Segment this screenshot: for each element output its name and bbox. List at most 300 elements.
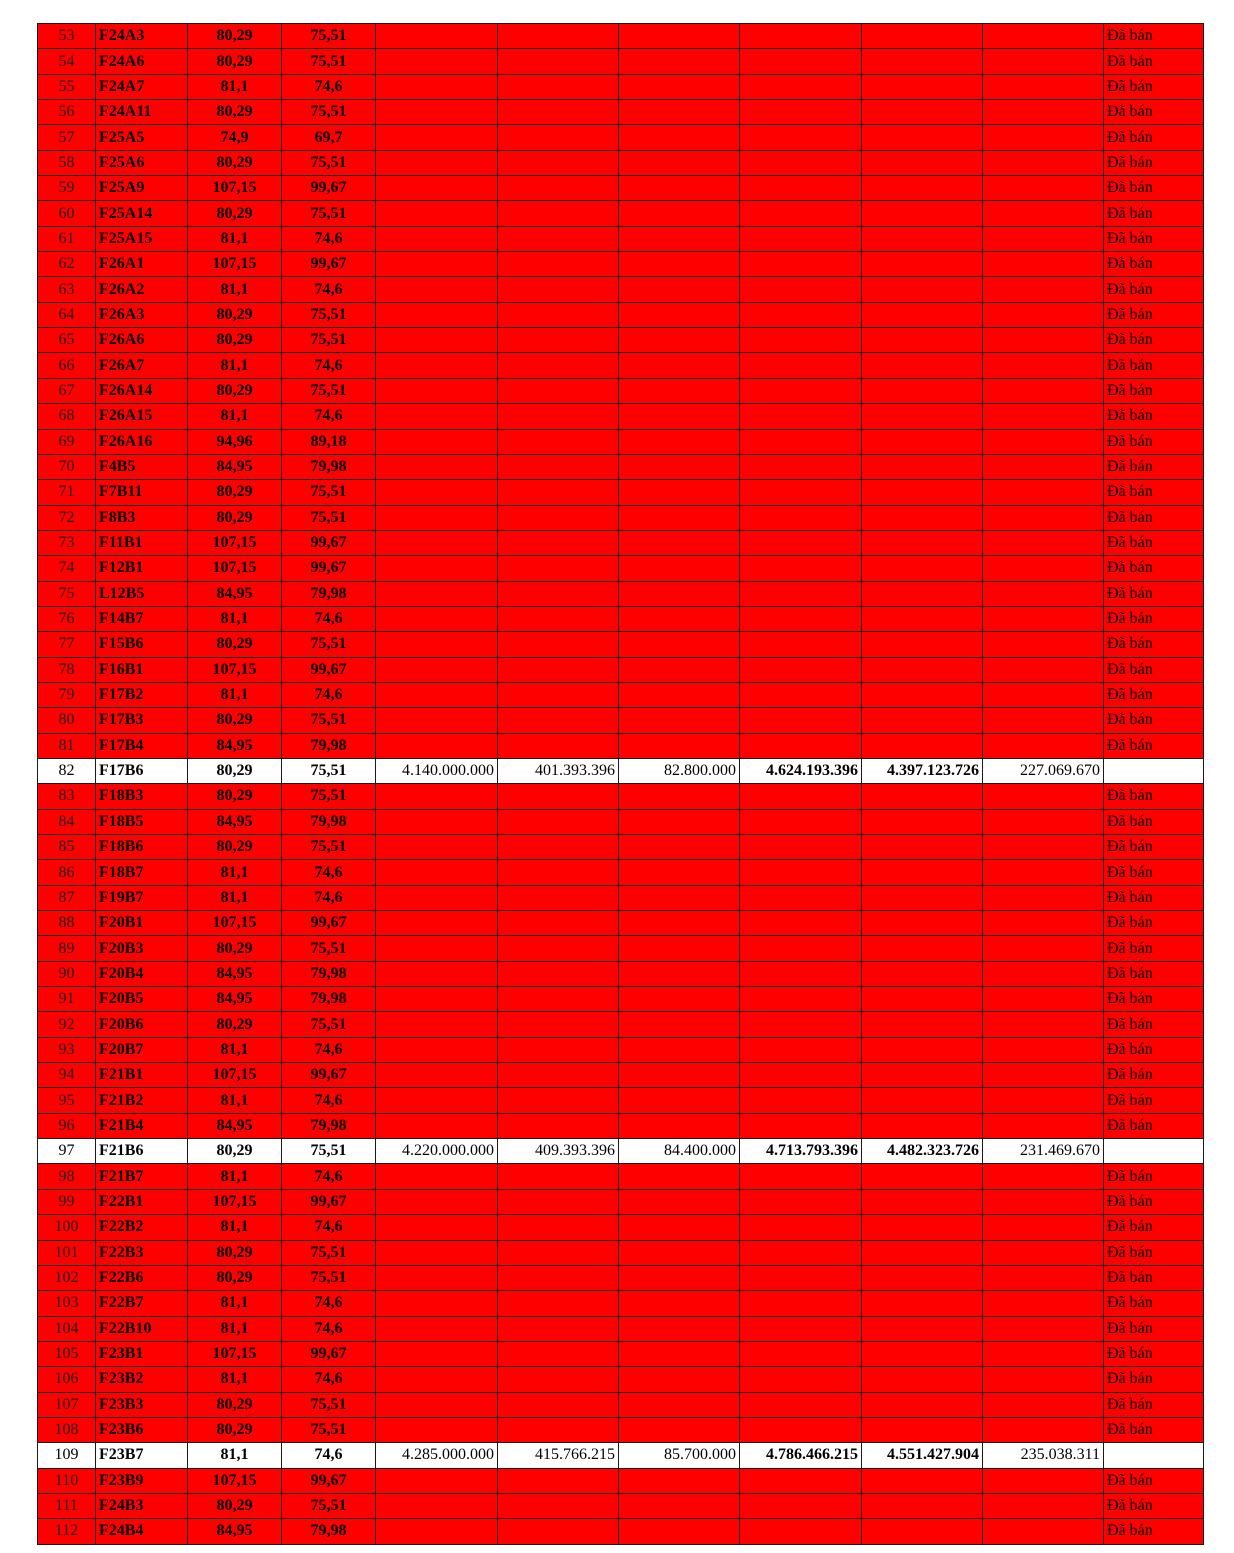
money-4-cell bbox=[740, 49, 862, 74]
money-6-cell bbox=[983, 125, 1104, 150]
money-4-cell bbox=[740, 911, 862, 936]
row-number-cell: 69 bbox=[38, 429, 96, 454]
area-1-cell: 80,29 bbox=[188, 302, 282, 327]
money-6-cell bbox=[983, 1164, 1104, 1189]
row-number-cell: 66 bbox=[38, 353, 96, 378]
money-5-cell bbox=[862, 961, 983, 986]
table-row bbox=[38, 1139, 1204, 1164]
money-1-cell bbox=[376, 480, 498, 505]
money-5-cell bbox=[862, 632, 983, 657]
table-row bbox=[38, 353, 1204, 378]
money-3-cell bbox=[619, 911, 740, 936]
row-number-cell: 60 bbox=[38, 201, 96, 226]
money-3-cell bbox=[619, 1367, 740, 1392]
money-2-cell bbox=[498, 480, 619, 505]
money-2-cell bbox=[498, 1265, 619, 1290]
row-number-cell: 73 bbox=[38, 530, 96, 555]
money-3-cell bbox=[619, 1215, 740, 1240]
money-3-cell bbox=[619, 74, 740, 99]
status-cell: Đã bán bbox=[1104, 556, 1204, 581]
money-4-cell bbox=[740, 1164, 862, 1189]
money-3-cell bbox=[619, 1063, 740, 1088]
row-number-cell: 84 bbox=[38, 809, 96, 834]
money-6-cell: 227.069.670 bbox=[983, 758, 1104, 783]
money-1-cell bbox=[376, 378, 498, 403]
row-number-cell: 103 bbox=[38, 1291, 96, 1316]
money-1-cell bbox=[376, 1468, 498, 1493]
area-2-cell: 74,6 bbox=[282, 682, 376, 707]
money-6-cell bbox=[983, 454, 1104, 479]
row-number-cell: 54 bbox=[38, 49, 96, 74]
area-1-cell: 81,1 bbox=[188, 860, 282, 885]
money-6-cell bbox=[983, 176, 1104, 201]
row-number-cell: 93 bbox=[38, 1037, 96, 1062]
table-row bbox=[38, 480, 1204, 505]
money-2-cell bbox=[498, 150, 619, 175]
money-1-cell bbox=[376, 936, 498, 961]
status-cell: Đã bán bbox=[1104, 176, 1204, 201]
area-1-cell: 80,29 bbox=[188, 632, 282, 657]
apartment-code-cell: F18B6 bbox=[96, 835, 188, 860]
money-6-cell bbox=[983, 556, 1104, 581]
money-1-cell bbox=[376, 606, 498, 631]
money-2-cell bbox=[498, 911, 619, 936]
table-row bbox=[38, 378, 1204, 403]
table-row bbox=[38, 1341, 1204, 1366]
money-4-cell bbox=[740, 125, 862, 150]
money-2-cell bbox=[498, 1493, 619, 1518]
money-2-cell bbox=[498, 1063, 619, 1088]
money-4-cell bbox=[740, 1063, 862, 1088]
money-2-cell bbox=[498, 733, 619, 758]
money-2-cell bbox=[498, 1392, 619, 1417]
money-6-cell bbox=[983, 201, 1104, 226]
money-6-cell bbox=[983, 936, 1104, 961]
area-2-cell: 75,51 bbox=[282, 100, 376, 125]
row-number-cell: 92 bbox=[38, 1012, 96, 1037]
apartment-code-cell: F20B7 bbox=[96, 1037, 188, 1062]
money-3-cell bbox=[619, 1468, 740, 1493]
money-5-cell bbox=[862, 252, 983, 277]
area-1-cell: 81,1 bbox=[188, 226, 282, 251]
money-2-cell bbox=[498, 1113, 619, 1138]
money-3-cell bbox=[619, 226, 740, 251]
row-number-cell: 86 bbox=[38, 860, 96, 885]
apartment-code-cell: F22B1 bbox=[96, 1189, 188, 1214]
status-cell: Đã bán bbox=[1104, 1240, 1204, 1265]
table-row bbox=[38, 328, 1204, 353]
table-row bbox=[38, 987, 1204, 1012]
area-2-cell: 75,51 bbox=[282, 1265, 376, 1290]
money-2-cell bbox=[498, 454, 619, 479]
area-2-cell: 74,6 bbox=[282, 1164, 376, 1189]
area-2-cell: 74,6 bbox=[282, 1088, 376, 1113]
money-5-cell bbox=[862, 1341, 983, 1366]
money-6-cell bbox=[983, 835, 1104, 860]
apartment-code-cell: F14B7 bbox=[96, 606, 188, 631]
table-row bbox=[38, 1468, 1204, 1493]
area-2-cell: 74,6 bbox=[282, 1037, 376, 1062]
row-number-cell: 82 bbox=[38, 758, 96, 783]
money-6-cell bbox=[983, 911, 1104, 936]
money-4-cell bbox=[740, 1417, 862, 1442]
money-5-cell bbox=[862, 860, 983, 885]
area-2-cell: 75,51 bbox=[282, 49, 376, 74]
area-1-cell: 84,95 bbox=[188, 581, 282, 606]
row-number-cell: 71 bbox=[38, 480, 96, 505]
apartment-code-cell: F26A3 bbox=[96, 302, 188, 327]
status-cell: Đã bán bbox=[1104, 480, 1204, 505]
money-2-cell bbox=[498, 353, 619, 378]
money-4-cell bbox=[740, 708, 862, 733]
table-row bbox=[38, 936, 1204, 961]
apartment-code-cell: F15B6 bbox=[96, 632, 188, 657]
apartment-code-cell: F25A9 bbox=[96, 176, 188, 201]
area-2-cell: 99,67 bbox=[282, 1189, 376, 1214]
money-6-cell: 231.469.670 bbox=[983, 1139, 1104, 1164]
money-4-cell bbox=[740, 835, 862, 860]
money-4-cell bbox=[740, 150, 862, 175]
money-4-cell bbox=[740, 277, 862, 302]
area-1-cell: 80,29 bbox=[188, 328, 282, 353]
area-2-cell: 99,67 bbox=[282, 657, 376, 682]
status-cell: Đã bán bbox=[1104, 784, 1204, 809]
money-3-cell bbox=[619, 252, 740, 277]
money-3-cell bbox=[619, 632, 740, 657]
area-1-cell: 107,15 bbox=[188, 176, 282, 201]
area-1-cell: 81,1 bbox=[188, 277, 282, 302]
money-4-cell bbox=[740, 252, 862, 277]
money-5-cell bbox=[862, 1164, 983, 1189]
area-1-cell: 107,15 bbox=[188, 252, 282, 277]
row-number-cell: 89 bbox=[38, 936, 96, 961]
area-1-cell: 107,15 bbox=[188, 1189, 282, 1214]
apartment-code-cell: F7B11 bbox=[96, 480, 188, 505]
table-row bbox=[38, 24, 1204, 49]
area-1-cell: 107,15 bbox=[188, 657, 282, 682]
area-1-cell: 81,1 bbox=[188, 1164, 282, 1189]
status-cell: Đã bán bbox=[1104, 429, 1204, 454]
money-2-cell bbox=[498, 1291, 619, 1316]
money-1-cell bbox=[376, 987, 498, 1012]
money-6-cell bbox=[983, 328, 1104, 353]
money-2-cell bbox=[498, 125, 619, 150]
money-6-cell bbox=[983, 632, 1104, 657]
table-row bbox=[38, 758, 1204, 783]
money-2-cell bbox=[498, 201, 619, 226]
money-3-cell bbox=[619, 1012, 740, 1037]
money-2-cell bbox=[498, 784, 619, 809]
money-1-cell bbox=[376, 1265, 498, 1290]
money-3-cell bbox=[619, 961, 740, 986]
row-number-cell: 88 bbox=[38, 911, 96, 936]
table-row bbox=[38, 581, 1204, 606]
status-cell: Đã bán bbox=[1104, 1493, 1204, 1518]
status-cell: Đã bán bbox=[1104, 1519, 1204, 1544]
table-row bbox=[38, 150, 1204, 175]
row-number-cell: 80 bbox=[38, 708, 96, 733]
money-2-cell bbox=[498, 505, 619, 530]
money-3-cell bbox=[619, 581, 740, 606]
row-number-cell: 70 bbox=[38, 454, 96, 479]
money-1-cell bbox=[376, 74, 498, 99]
apartment-code-cell: F26A6 bbox=[96, 328, 188, 353]
money-6-cell bbox=[983, 429, 1104, 454]
money-3-cell bbox=[619, 328, 740, 353]
money-6-cell bbox=[983, 1493, 1104, 1518]
money-6-cell bbox=[983, 708, 1104, 733]
money-3-cell bbox=[619, 1493, 740, 1518]
money-5-cell bbox=[862, 784, 983, 809]
money-2-cell bbox=[498, 708, 619, 733]
money-6-cell bbox=[983, 1113, 1104, 1138]
money-5-cell bbox=[862, 277, 983, 302]
apartment-code-cell: F16B1 bbox=[96, 657, 188, 682]
table-row bbox=[38, 1113, 1204, 1138]
area-2-cell: 75,51 bbox=[282, 480, 376, 505]
money-3-cell bbox=[619, 606, 740, 631]
area-2-cell: 74,6 bbox=[282, 353, 376, 378]
row-number-cell: 74 bbox=[38, 556, 96, 581]
area-2-cell: 75,51 bbox=[282, 784, 376, 809]
money-2-cell bbox=[498, 632, 619, 657]
money-5-cell bbox=[862, 1189, 983, 1214]
status-cell: Đã bán bbox=[1104, 1037, 1204, 1062]
money-4-cell bbox=[740, 606, 862, 631]
money-6-cell bbox=[983, 74, 1104, 99]
area-2-cell: 74,6 bbox=[282, 277, 376, 302]
money-5-cell bbox=[862, 100, 983, 125]
row-number-cell: 94 bbox=[38, 1063, 96, 1088]
status-cell: Đã bán bbox=[1104, 454, 1204, 479]
apartment-code-cell: F26A1 bbox=[96, 252, 188, 277]
money-6-cell bbox=[983, 809, 1104, 834]
money-3-cell bbox=[619, 176, 740, 201]
money-5-cell bbox=[862, 454, 983, 479]
area-2-cell: 79,98 bbox=[282, 809, 376, 834]
money-4-cell bbox=[740, 328, 862, 353]
money-1-cell bbox=[376, 1063, 498, 1088]
area-2-cell: 74,6 bbox=[282, 1316, 376, 1341]
status-cell: Đã bán bbox=[1104, 328, 1204, 353]
money-6-cell bbox=[983, 733, 1104, 758]
money-1-cell bbox=[376, 1189, 498, 1214]
status-cell: Đã bán bbox=[1104, 201, 1204, 226]
money-1-cell bbox=[376, 1417, 498, 1442]
table-row bbox=[38, 1215, 1204, 1240]
money-2-cell: 401.393.396 bbox=[498, 758, 619, 783]
money-4-cell bbox=[740, 556, 862, 581]
table-row bbox=[38, 1063, 1204, 1088]
money-6-cell bbox=[983, 1316, 1104, 1341]
row-number-cell: 90 bbox=[38, 961, 96, 986]
table-row bbox=[38, 252, 1204, 277]
money-3-cell bbox=[619, 201, 740, 226]
area-1-cell: 84,95 bbox=[188, 454, 282, 479]
table-row bbox=[38, 1291, 1204, 1316]
money-4-cell bbox=[740, 961, 862, 986]
row-number-cell: 112 bbox=[38, 1519, 96, 1544]
money-6-cell bbox=[983, 1088, 1104, 1113]
row-number-cell: 107 bbox=[38, 1392, 96, 1417]
area-2-cell: 75,51 bbox=[282, 505, 376, 530]
apartment-code-cell: F25A15 bbox=[96, 226, 188, 251]
status-cell: Đã bán bbox=[1104, 353, 1204, 378]
area-2-cell: 75,51 bbox=[282, 1417, 376, 1442]
money-3-cell bbox=[619, 936, 740, 961]
apartment-code-cell: F26A2 bbox=[96, 277, 188, 302]
table-row bbox=[38, 708, 1204, 733]
apartment-code-cell: F18B5 bbox=[96, 809, 188, 834]
money-1-cell bbox=[376, 176, 498, 201]
apartment-code-cell: F17B3 bbox=[96, 708, 188, 733]
money-5-cell bbox=[862, 24, 983, 49]
money-4-cell bbox=[740, 1316, 862, 1341]
money-6-cell bbox=[983, 1291, 1104, 1316]
money-2-cell bbox=[498, 885, 619, 910]
money-4-cell bbox=[740, 176, 862, 201]
status-cell: Đã bán bbox=[1104, 24, 1204, 49]
money-3-cell bbox=[619, 480, 740, 505]
area-2-cell: 75,51 bbox=[282, 1240, 376, 1265]
area-2-cell: 75,51 bbox=[282, 328, 376, 353]
money-6-cell bbox=[983, 1392, 1104, 1417]
money-3-cell bbox=[619, 835, 740, 860]
table-row bbox=[38, 1392, 1204, 1417]
row-number-cell: 99 bbox=[38, 1189, 96, 1214]
money-6-cell bbox=[983, 784, 1104, 809]
money-1-cell bbox=[376, 1037, 498, 1062]
money-3-cell bbox=[619, 125, 740, 150]
status-cell: Đã bán bbox=[1104, 1189, 1204, 1214]
money-1-cell bbox=[376, 1392, 498, 1417]
area-1-cell: 80,29 bbox=[188, 936, 282, 961]
row-number-cell: 65 bbox=[38, 328, 96, 353]
status-cell: Đã bán bbox=[1104, 1291, 1204, 1316]
area-1-cell: 81,1 bbox=[188, 606, 282, 631]
money-1-cell bbox=[376, 404, 498, 429]
area-2-cell: 74,6 bbox=[282, 1443, 376, 1468]
money-5-cell bbox=[862, 353, 983, 378]
table-row bbox=[38, 277, 1204, 302]
apartment-code-cell: F4B5 bbox=[96, 454, 188, 479]
money-2-cell bbox=[498, 1088, 619, 1113]
money-6-cell bbox=[983, 1519, 1104, 1544]
apartment-code-cell: F17B6 bbox=[96, 758, 188, 783]
money-3-cell bbox=[619, 556, 740, 581]
money-3-cell bbox=[619, 987, 740, 1012]
money-4-cell bbox=[740, 74, 862, 99]
money-6-cell bbox=[983, 860, 1104, 885]
area-1-cell: 80,29 bbox=[188, 505, 282, 530]
money-3-cell bbox=[619, 657, 740, 682]
table-row bbox=[38, 835, 1204, 860]
table-row bbox=[38, 961, 1204, 986]
area-2-cell: 99,67 bbox=[282, 252, 376, 277]
status-cell bbox=[1104, 1139, 1204, 1164]
apartment-code-cell: F23B7 bbox=[96, 1443, 188, 1468]
area-1-cell: 84,95 bbox=[188, 733, 282, 758]
money-5-cell bbox=[862, 1215, 983, 1240]
apartment-code-cell: F25A5 bbox=[96, 125, 188, 150]
money-6-cell bbox=[983, 1367, 1104, 1392]
status-cell: Đã bán bbox=[1104, 378, 1204, 403]
money-5-cell bbox=[862, 1012, 983, 1037]
area-1-cell: 80,29 bbox=[188, 784, 282, 809]
apartment-code-cell: F20B4 bbox=[96, 961, 188, 986]
money-5-cell bbox=[862, 1113, 983, 1138]
table-row bbox=[38, 556, 1204, 581]
area-1-cell: 81,1 bbox=[188, 1088, 282, 1113]
money-2-cell bbox=[498, 809, 619, 834]
table-row bbox=[38, 784, 1204, 809]
money-4-cell bbox=[740, 733, 862, 758]
table-row bbox=[38, 632, 1204, 657]
status-cell: Đã bán bbox=[1104, 581, 1204, 606]
money-3-cell bbox=[619, 1392, 740, 1417]
row-number-cell: 68 bbox=[38, 404, 96, 429]
table-row bbox=[38, 226, 1204, 251]
money-2-cell bbox=[498, 49, 619, 74]
area-2-cell: 75,51 bbox=[282, 632, 376, 657]
money-1-cell bbox=[376, 1291, 498, 1316]
money-1-cell: 4.220.000.000 bbox=[376, 1139, 498, 1164]
money-5-cell bbox=[862, 1240, 983, 1265]
money-6-cell bbox=[983, 480, 1104, 505]
money-3-cell bbox=[619, 784, 740, 809]
area-2-cell: 99,67 bbox=[282, 911, 376, 936]
row-number-cell: 67 bbox=[38, 378, 96, 403]
area-1-cell: 80,29 bbox=[188, 150, 282, 175]
money-3-cell bbox=[619, 1265, 740, 1290]
area-1-cell: 84,95 bbox=[188, 809, 282, 834]
money-5-cell bbox=[862, 1493, 983, 1518]
money-4-cell bbox=[740, 1291, 862, 1316]
money-4-cell bbox=[740, 682, 862, 707]
area-1-cell: 107,15 bbox=[188, 530, 282, 555]
money-1-cell bbox=[376, 1519, 498, 1544]
area-1-cell: 80,29 bbox=[188, 1392, 282, 1417]
row-number-cell: 105 bbox=[38, 1341, 96, 1366]
money-6-cell bbox=[983, 530, 1104, 555]
money-6-cell bbox=[983, 1063, 1104, 1088]
money-4-cell bbox=[740, 1392, 862, 1417]
money-4-cell bbox=[740, 1088, 862, 1113]
money-5-cell bbox=[862, 987, 983, 1012]
money-6-cell bbox=[983, 1240, 1104, 1265]
status-cell: Đã bán bbox=[1104, 125, 1204, 150]
money-1-cell bbox=[376, 809, 498, 834]
money-3-cell bbox=[619, 1037, 740, 1062]
row-number-cell: 106 bbox=[38, 1367, 96, 1392]
money-6-cell bbox=[983, 252, 1104, 277]
money-4-cell bbox=[740, 1012, 862, 1037]
table-row bbox=[38, 911, 1204, 936]
area-1-cell: 80,29 bbox=[188, 201, 282, 226]
money-1-cell bbox=[376, 885, 498, 910]
money-4-cell: 4.786.466.215 bbox=[740, 1443, 862, 1468]
money-6-cell bbox=[983, 1417, 1104, 1442]
apartment-code-cell: F8B3 bbox=[96, 505, 188, 530]
apartment-code-cell: F24B4 bbox=[96, 1519, 188, 1544]
money-1-cell bbox=[376, 708, 498, 733]
money-1-cell bbox=[376, 657, 498, 682]
money-3-cell bbox=[619, 1341, 740, 1366]
money-1-cell bbox=[376, 1341, 498, 1366]
table-body bbox=[38, 24, 1204, 1545]
row-number-cell: 76 bbox=[38, 606, 96, 631]
money-4-cell bbox=[740, 100, 862, 125]
